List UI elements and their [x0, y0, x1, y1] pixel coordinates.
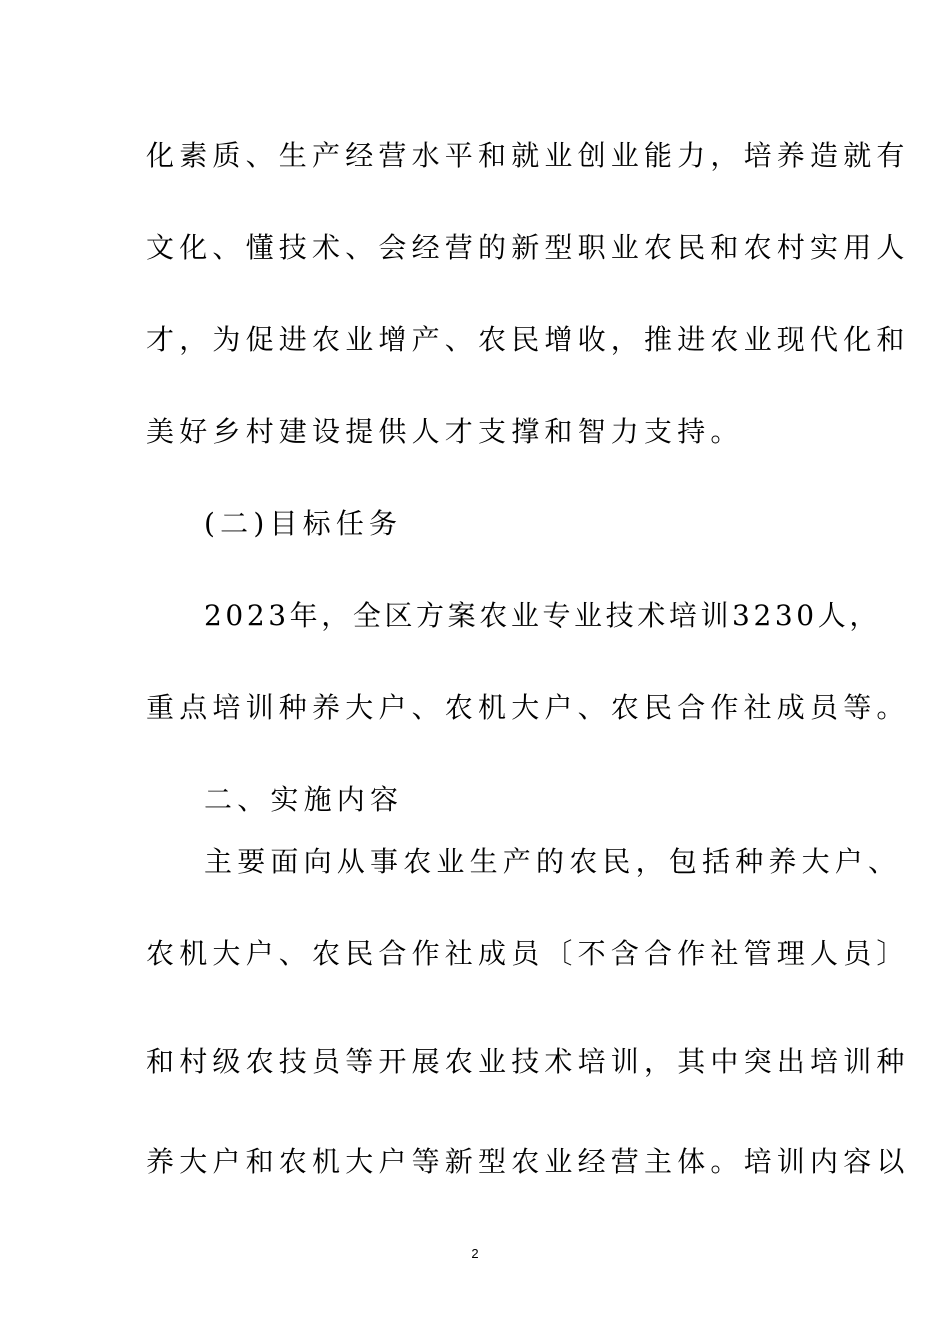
- page-number: 2: [471, 1246, 479, 1261]
- paragraph-line: 重点培训种养大户、农机大户、农民合作社成员等。: [146, 691, 910, 724]
- section-heading: (二)目标任务: [204, 507, 403, 540]
- paragraph-line: 养大户和农机大户等新型农业经营主体。培训内容以: [146, 1145, 910, 1178]
- paragraph-line: 2023年，全区方案农业专业技术培训3230人，: [204, 599, 881, 632]
- paragraph-line: 才，为促进农业增产、农民增收，推进农业现代化和: [146, 323, 910, 356]
- paragraph-line: 文化、懂技术、会经营的新型职业农民和农村实用人: [146, 231, 910, 264]
- paragraph-line: 化素质、生产经营水平和就业创业能力，培养造就有: [146, 139, 910, 172]
- section-heading: 二、实施内容: [204, 783, 404, 816]
- paragraph-line: 和村级农技员等开展农业技术培训，其中突出培训种: [146, 1045, 910, 1078]
- paragraph-line: 农机大户、农民合作社成员〔不含合作社管理人员〕: [146, 937, 910, 970]
- paragraph-line: 美好乡村建设提供人才支撑和智力支持。: [146, 415, 744, 448]
- paragraph-line: 主要面向从事农业生产的农民，包括种养大户、: [204, 845, 902, 878]
